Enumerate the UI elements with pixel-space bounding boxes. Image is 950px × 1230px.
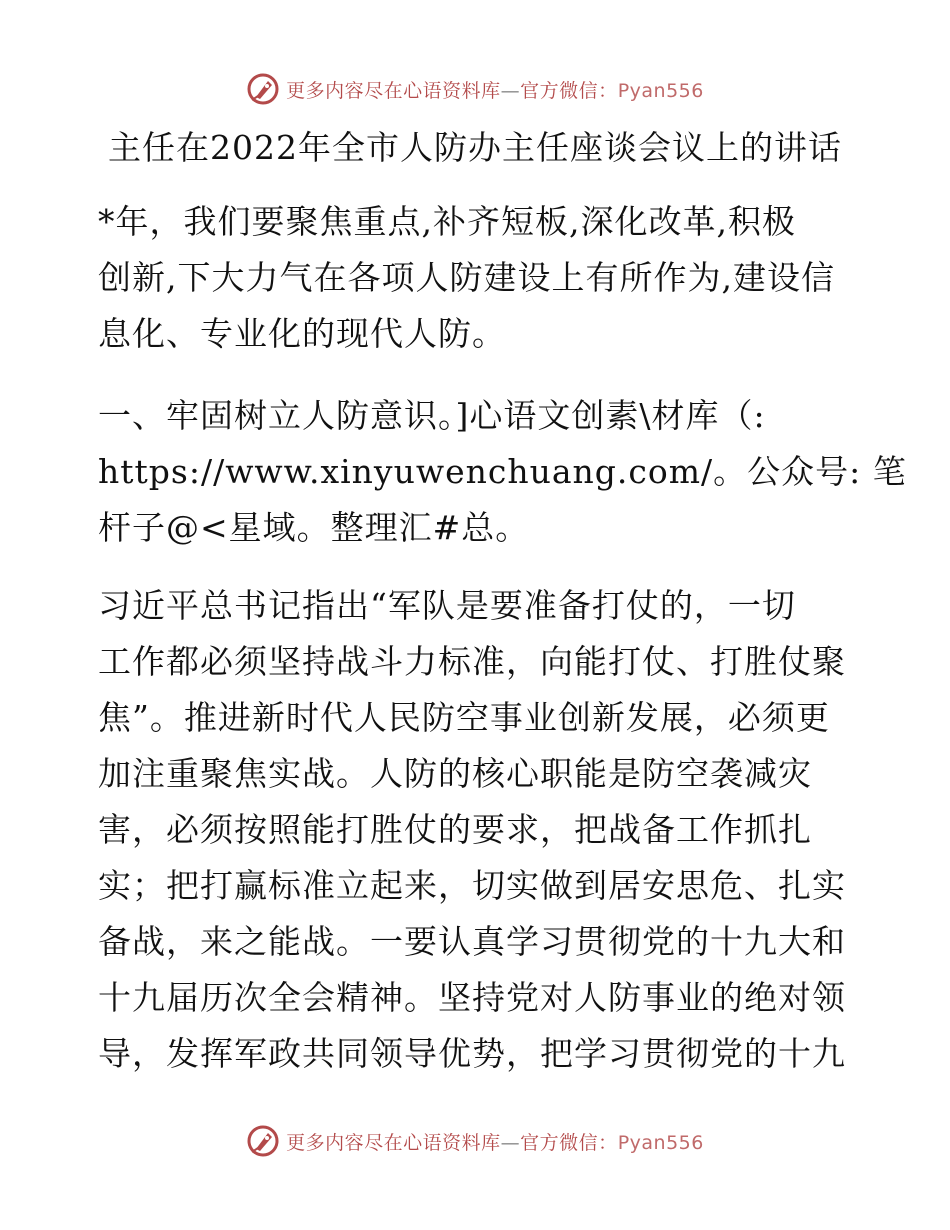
watermark-wechat-id: Pyan556 <box>617 1131 704 1154</box>
pen-nib-logo-icon <box>246 72 280 106</box>
pen-nib-logo-icon <box>246 1124 280 1158</box>
text-line: 杆子@<星域。整理汇#总。 <box>98 508 530 547</box>
watermark-wechat-label: 官方微信： <box>520 79 618 102</box>
watermark-dash: — <box>500 79 521 102</box>
text-line: https://www.xinyuwenchuang.com/。公众号: 笔 <box>98 452 907 491</box>
watermark-brand: 更多内容尽在心语资料库 <box>286 1131 501 1154</box>
text-line: 息化、专业化的现代人防。 <box>98 314 506 353</box>
paragraph-body <box>98 578 858 1082</box>
text-line: 实；把打赢标准立起来，切实做到居安思危、扎实 <box>98 866 846 905</box>
text-line: 创新,下大力气在各项人防建设上有所作为,建设信 <box>98 258 835 297</box>
watermark-brand: 更多内容尽在心语资料库 <box>286 79 501 102</box>
text-line: 一、牢固树立人防意识。]心语文创素\材库（: <box>98 396 766 435</box>
text-line: 导，发挥军政共同领导优势，把学习贯彻党的十九 <box>98 1034 846 1073</box>
footer-watermark <box>0 1124 950 1158</box>
watermark-dash: — <box>500 1131 521 1154</box>
document-title: 主任在2022年全市人防办主任座谈会议上的讲话 <box>108 128 842 167</box>
text-line: 工作都必须坚持战斗力标准，向能打仗、打胜仗聚 <box>98 642 846 681</box>
text-line: 加注重聚焦实战。人防的核心职能是防空袭减灾 <box>98 754 812 793</box>
paragraph-intro <box>98 194 858 362</box>
text-line: *年，我们要聚焦重点,补齐短板,深化改革,积极 <box>98 202 796 241</box>
text-line: 十九届历次全会精神。坚持党对人防事业的绝对领 <box>98 978 846 1017</box>
watermark-wechat-label: 官方微信： <box>520 1131 618 1154</box>
text-line: 备战，来之能战。一要认真学习贯彻党的十九大和 <box>98 922 846 961</box>
watermark-text <box>286 1128 704 1155</box>
text-line: 害，必须按照能打胜仗的要求，把战备工作抓扎 <box>98 810 812 849</box>
paragraph-section-heading <box>98 388 907 556</box>
header-watermark <box>0 72 950 106</box>
watermark-text <box>286 76 704 103</box>
text-line: 焦”。推进新时代人民防空事业创新发展，必须更 <box>98 698 830 737</box>
watermark-wechat-id: Pyan556 <box>617 79 704 102</box>
text-line: 习近平总书记指出“军队是要准备打仗的，一切 <box>98 586 796 625</box>
